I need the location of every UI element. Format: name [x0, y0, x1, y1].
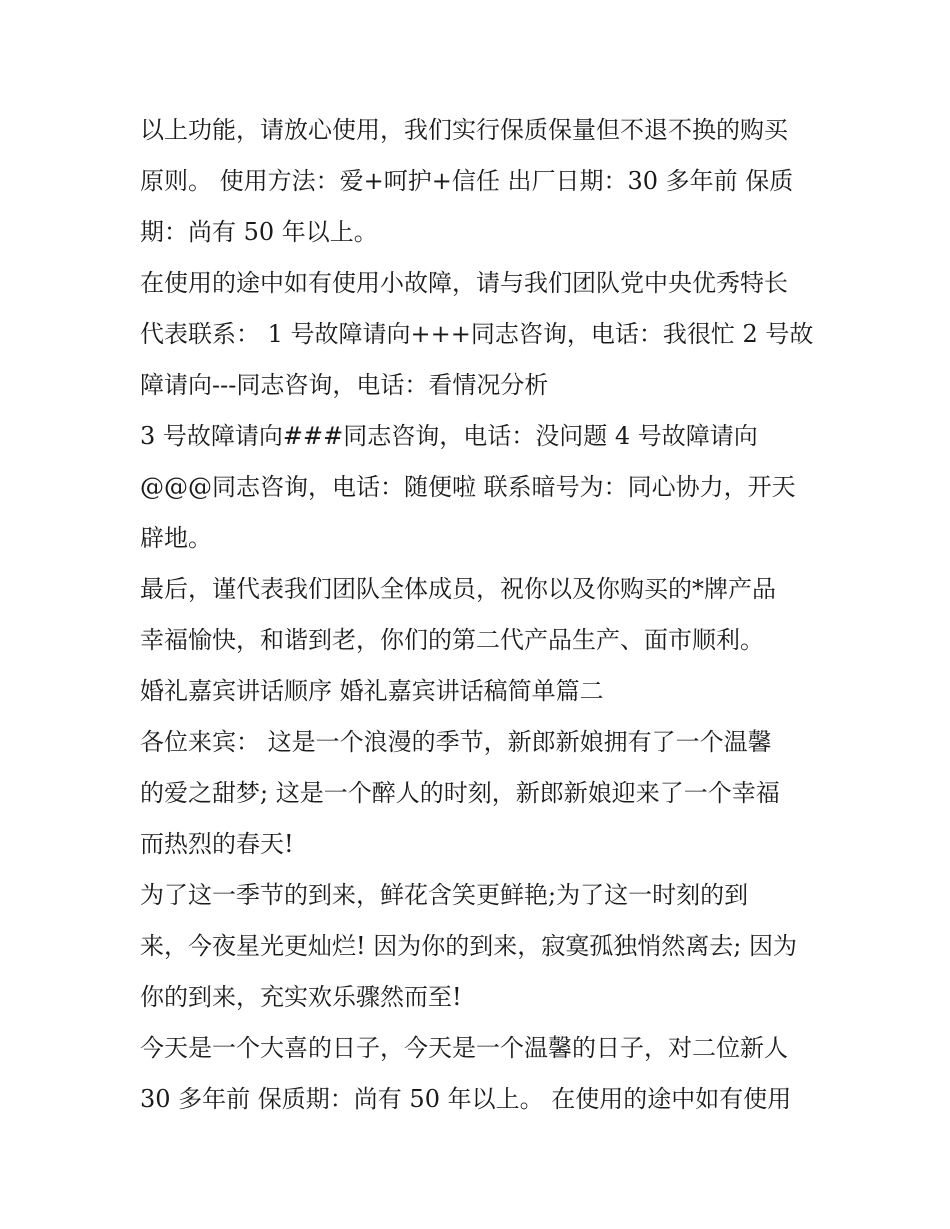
text-line: 辟地。 — [140, 524, 212, 552]
text-line: 以上功能，请放心使用，我们实行保质保量但不退不换的购买 — [140, 116, 788, 144]
text-line: 你的到来，充实欢乐骤然而至! — [140, 983, 462, 1011]
document-body — [140, 105, 830, 1125]
text-line: 在使用的途中如有使用小故障，请与我们团队党中央优秀特长 — [140, 269, 788, 297]
text-line: 最后，谨代表我们团队全体成员，祝你以及你购买的*牌产品 — [140, 575, 776, 603]
text-line: @@@同志咨询，电话：随便啦 联系暗号为：同心协力，开天 — [140, 473, 796, 501]
text-line: 障请向---同志咨询，电话：看情况分析 — [140, 371, 549, 399]
text-line: 各位来宾： 这是一个浪漫的季节，新郎新娘拥有了一个温馨 — [140, 728, 772, 756]
text-line: 来，今夜星光更灿烂! 因为你的到来，寂寞孤独悄然离去; 因为 — [140, 932, 797, 960]
text-line: 而热烈的春天! — [140, 830, 294, 858]
text-line: 的爱之甜梦; 这是一个醉人的时刻，新郎新娘迎来了一个幸福 — [140, 779, 780, 807]
text-line: 幸福愉快，和谐到老，你们的第二代产品生产、面市顺利。 — [140, 626, 764, 654]
section-heading: 婚礼嘉宾讲话顺序 婚礼嘉宾讲话稿简单篇二 — [140, 677, 604, 705]
text-line: 3 号故障请向###同志咨询，电话：没问题 4 号故障请向 — [140, 422, 758, 450]
text-line: 30 多年前 保质期：尚有 50 年以上。 在使用的途中如有使用 — [140, 1085, 792, 1113]
text-line: 今天是一个大喜的日子，今天是一个温馨的日子，对二位新人 — [140, 1034, 788, 1062]
text-line: 原则。 使用方法：爱+呵护+信任 出厂日期：30 多年前 保质 — [140, 167, 794, 195]
text-line: 期：尚有 50 年以上。 — [140, 218, 378, 246]
text-line: 为了这一季节的到来，鲜花含笑更鲜艳;为了这一时刻的到 — [140, 881, 749, 909]
text-line: 代表联系： 1 号故障请向+++同志咨询，电话：我很忙 2 号故 — [140, 320, 814, 348]
